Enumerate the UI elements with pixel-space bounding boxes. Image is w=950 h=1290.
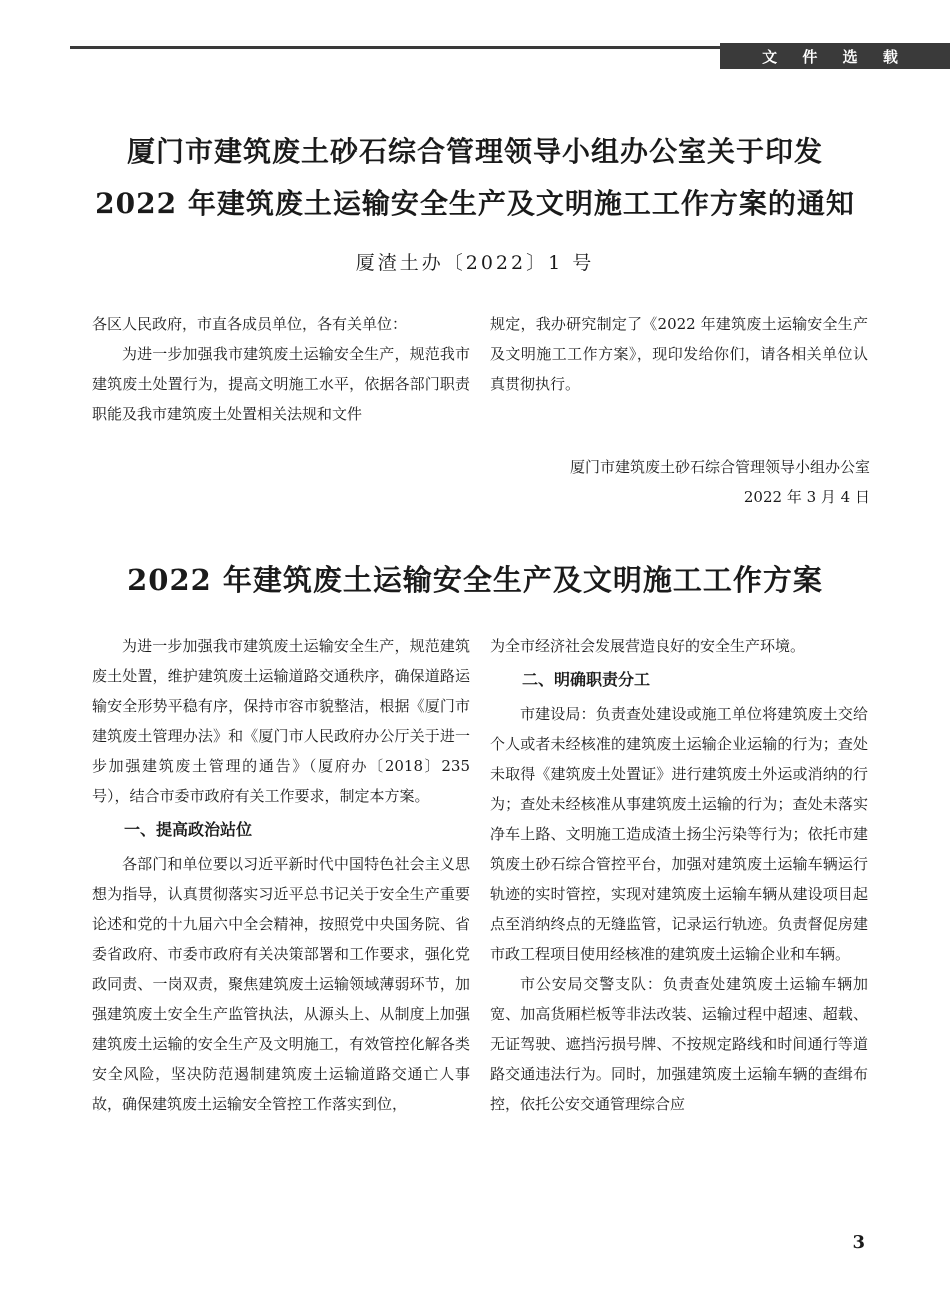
- signature-block: [570, 452, 870, 512]
- notice-title-line1: 厦门市建筑废土砂石综合管理领导小组办公室关于印发: [126, 135, 823, 168]
- notice-body-left: 为进一步加强我市建筑废土运输安全生产，规范我市建筑废土处置行为，提高文明施工水平，依据各部门职责职能及我市建筑废土处置相关法规和文件: [92, 345, 470, 423]
- header-rule: [70, 46, 720, 49]
- salutation: 各区人民政府，市直各成员单位，各有关单位：: [92, 315, 408, 333]
- notice-title-line2: 2022 年建筑废土运输安全生产及文明施工工作方案的通知: [95, 187, 855, 220]
- section1-paragraph-continued: 为全市经济社会发展营造良好的安全生产环境。: [490, 637, 806, 655]
- plan-left-column: [92, 631, 470, 1119]
- section2-paragraph-construction-bureau: 市建设局：负责查处建设或施工单位将建筑废土交给个人或者未经核准的建筑废土运输企业运输的行为；查处未取得《建筑废土处置证》进行建筑废土外运或消纳的行为；查处未经核准从事建筑废土运输的行为；查处未落实净车上路、文明施工造成渣土扬尘污染等行为；依托市建筑废土砂石综合管控平台，加强对建筑废土运输车辆运行轨迹的实时管控，实现对建筑废土运输车辆从建设项目起点至消纳终点的无缝监管，记录运行轨迹。负责督促房建市政工程项目使用经核准的建筑废土运输企业和车辆。: [490, 705, 868, 963]
- plan-right-column: [490, 631, 868, 1119]
- section1-paragraph: 各部门和单位要以习近平新时代中国特色社会主义思想为指导，认真贯彻落实习近平总书记关于安全生产重要论述和党的十九届六中全会精神，按照党中央国务院、省委省政府、市委市政府有关决策部署和工作要求，强化党政同责、一岗双责，聚焦建筑废土运输领域薄弱环节，加强建筑废土安全生产监管执法，从源头上、从制度上加强建筑废土运输的安全生产及文明施工，有效管控化解各类安全风险，坚决防范遏制建筑废土运输道路交通亡人事故，确保建筑废土运输安全管控工作落实到位，: [92, 855, 470, 1113]
- notice-right-column: [490, 309, 868, 399]
- section2-heading: 二、明确职责分工: [522, 670, 651, 689]
- section-label: 文 件 选 载: [720, 43, 950, 69]
- section2-paragraph-traffic-police: 市公安局交警支队：负责查处建筑废土运输车辆加宽、加高货厢栏板等非法改装、运输过程中超速、超载、无证驾驶、遮挡污损号牌、不按规定路线和时间通行等道路交通违法行为。同时，加强建筑废土运输车辆的查缉布控，依托公安交通管理综合应: [490, 975, 868, 1113]
- notice-left-column: [92, 309, 470, 429]
- signature-date: 2022 年 3 月 4 日: [743, 488, 870, 506]
- document-number: 厦渣土办〔2022〕1 号: [355, 252, 595, 274]
- page-number: 3: [852, 1232, 865, 1253]
- signature-org: 厦门市建筑废土砂石综合管理领导小组办公室: [569, 458, 870, 476]
- section1-heading: 一、提高政治站位: [124, 820, 253, 839]
- plan-title: 2022 年建筑废土运输安全生产及文明施工工作方案: [127, 563, 823, 597]
- notice-body-right: 规定，我办研究制定了《2022 年建筑废土运输安全生产及文明施工工作方案》，现印发给你们，请各相关单位认真贯彻执行。: [490, 315, 868, 393]
- plan-intro: 为进一步加强我市建筑废土运输安全生产，规范建筑废土处置，维护建筑废土运输道路交通秩序，确保道路运输安全形势平稳有序，保持市容市貌整洁，根据《厦门市建筑废土管理办法》和《厦门市人民政府办公厅关于进一步加强建筑废土管理的通告》（厦府办〔2018〕235 号），结合市委市政府有关工作要求，制定本方案。: [92, 637, 470, 805]
